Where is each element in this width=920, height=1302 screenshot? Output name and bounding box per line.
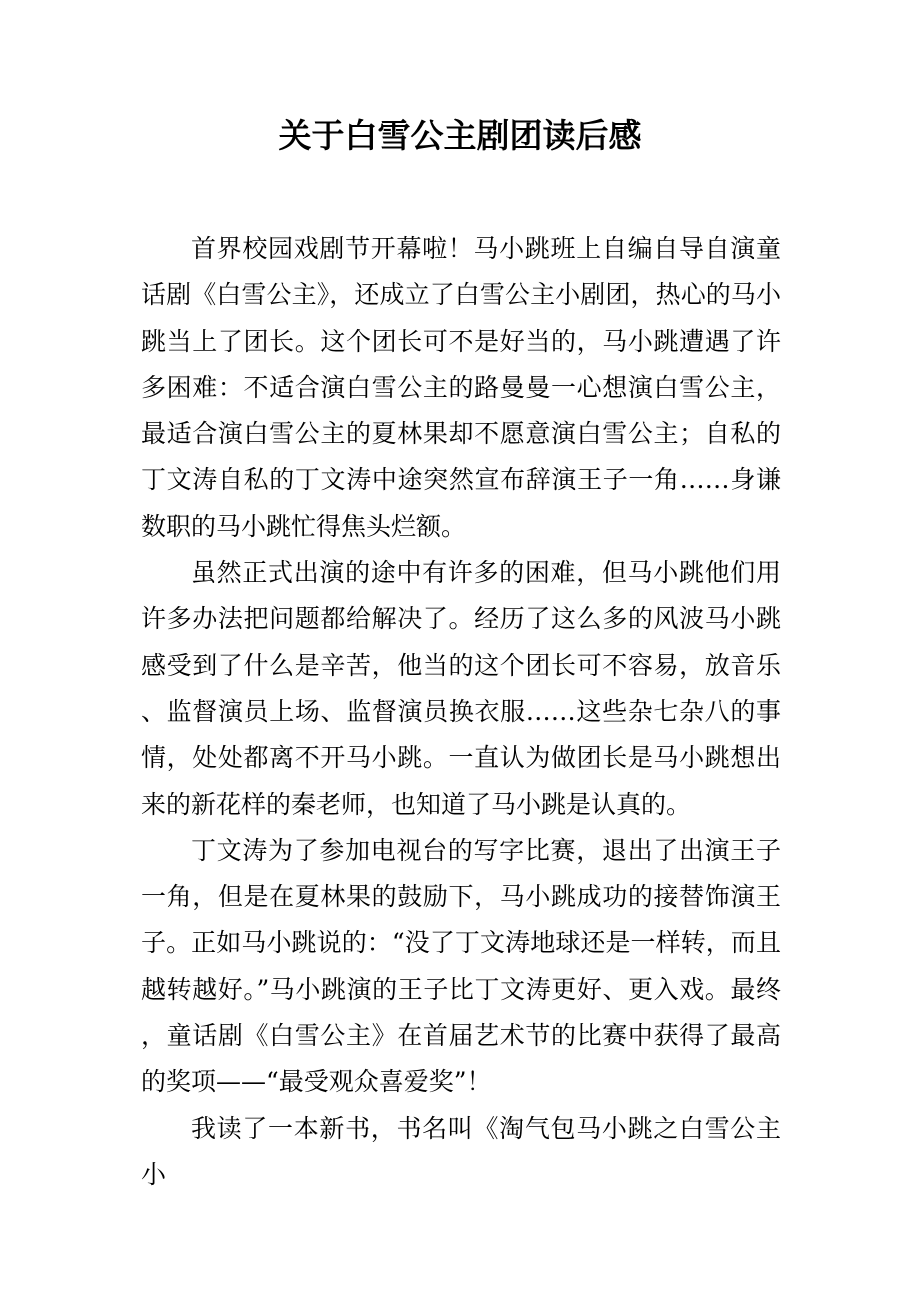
paragraph-4: 我读了一本新书，书名叫《淘气包马小跳之白雪公主小 (141, 1113, 781, 1189)
document-title: 关于白雪公主剧团读后感 (278, 116, 642, 155)
document-body (141, 226, 781, 1198)
paragraph-3: 丁文涛为了参加电视台的写字比赛，退出了出演王子一角，但是在夏林果的鼓励下，马小跳成功的接替饰演王子。正如马小跳说的：“没了丁文涛地球还是一样转，而且越转越好。”马小跳演的王子比丁文涛更好、更入戏。最终，童话剧《白雪公主》在首届艺术节的比赛中获得了最高的奖项——“最受观众喜爱奖”！ (141, 835, 781, 1097)
paragraph-1: 首界校园戏剧节开幕啦！马小跳班上自编自导自演童话剧《白雪公主》，还成立了白雪公主小剧团，热心的马小跳当上了团长。这个团长可不是好当的，马小跳遭遇了许多困难：不适合演白雪公主的路曼曼一心想演白雪公主，最适合演白雪公主的夏林果却不愿意演白雪公主；自私的丁文涛自私的丁文涛中途突然宣布辞演王子一角……身谦数职的马小跳忙得焦头烂额。 (141, 234, 781, 541)
paragraph-2: 虽然正式出演的途中有许多的困难，但马小跳他们用许多办法把问题都给解决了。经历了这么多的风波马小跳感受到了什么是辛苦，他当的这个团长可不容易，放音乐、监督演员上场、监督演员换衣服……这些杂七杂八的事情，处处都离不开马小跳。一直认为做团长是马小跳想出来的新花样的秦老师，也知道了马小跳是认真的。 (141, 558, 781, 819)
